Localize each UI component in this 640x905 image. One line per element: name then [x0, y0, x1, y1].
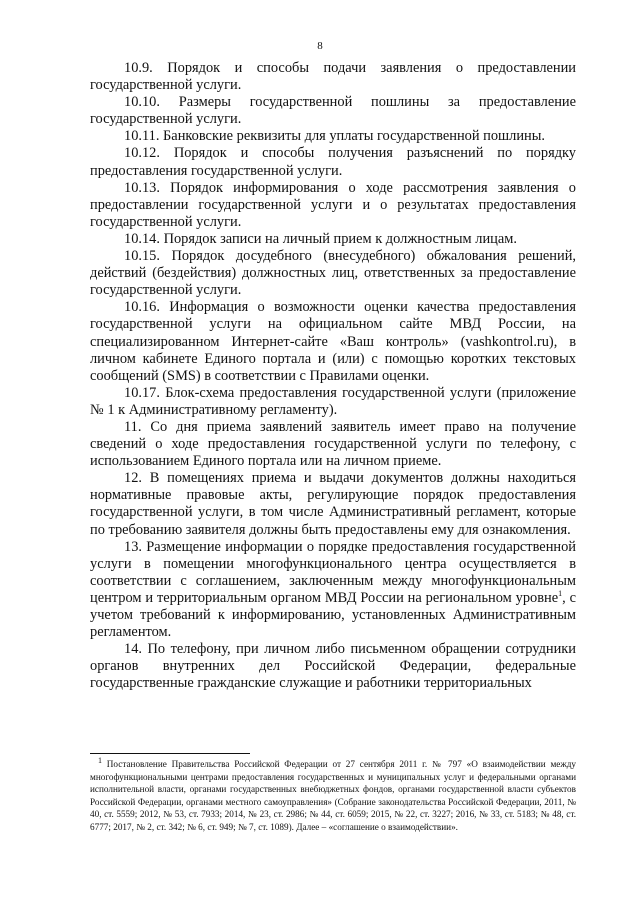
paragraph-10-12: 10.12. Порядок и способы получения разъяснений по порядку предоставления государственной услуги.	[90, 145, 576, 179]
paragraph-10-16: 10.16. Информация о возможности оценки качества предоставления государственной услуги на официальном сайте МВД России, на специализированном Интернет-сайте «Ваш контроль» (vashkontrol.ru), в личном кабинете Единого портала и (или) с помощью коротких текстовых сообщений (SMS) в соответствии с Правилами оценки.	[90, 299, 576, 384]
paragraph-12: 12. В помещениях приема и выдачи документов должны находиться нормативные правовые акты, регулирующие порядок предоставления государственной услуги, в том числе Административный регламент, которые по требованию заявителя должны быть предоставлены ему для ознакомления.	[90, 470, 576, 538]
footnote-text: Постановление Правительства Российской Федерации от 27 сентября 2011 г. № 797 «О взаимодействии между многофункциональными центрами предоставления государственных и муниципальных услуг и федеральными органами исполнительной власти, органами государственных внебюджетных фондов, органами государственной власти субъектов Российской Федерации, органами местного самоуправления» (Собрание законодательства Российской Федерации, 2011, № 40, ст. 5559; 2012, № 53, ст. 7933; 2014, № 23, ст. 2986; № 44, ст. 6059; 2015, № 22, ст. 3227; 2016, № 33, ст. 5183; № 48, ст. 6777; 2017, № 2, ст. 342; № 6, ст. 949; № 7, ст. 1089). Далее – «соглашение о взаимодействии».	[90, 759, 576, 832]
body-text	[90, 60, 576, 692]
paragraph-10-17: 10.17. Блок-схема предоставления государственной услуги (приложение № 1 к Административному регламенту).	[90, 384, 576, 418]
paragraph-10-14: 10.14. Порядок записи на личный прием к должностным лицам.	[124, 230, 517, 247]
paragraph-10-13: 10.13. Порядок информирования о ходе рассмотрения заявления о предоставлении государственной услуги и о результатах предоставления государственной услуги.	[90, 179, 576, 230]
footnote	[90, 755, 576, 834]
footnote-mark: 1	[98, 755, 102, 765]
page-number: 8	[317, 40, 323, 52]
paragraph-13	[90, 539, 576, 642]
paragraph-13-text-end: , с учетом требований к информированию, установленных Административным регламентом.	[90, 589, 576, 641]
paragraph-10-15: 10.15. Порядок досудебного (внесудебного) обжалования решений, действий (бездействия) должностных лиц, ответственных за предоставление государственной услуги.	[90, 248, 576, 299]
paragraph-13-text-start: 13. Размещение информации о порядке предоставления государственной услуги в помещении многофункционального центра осуществляется в соответствии с соглашением, заключенным между многофункциональным центром и территориальным органом МВД России на региональном уровне	[90, 538, 576, 606]
paragraph-14: 14. По телефону, при личном либо письменном обращении сотрудники органов внутренних дел Российской Федерации, федеральные государственные гражданские служащие и работники территориальных	[90, 641, 576, 692]
footnote-separator	[90, 753, 250, 754]
paragraph-10-10: 10.10. Размеры государственной пошлины за предоставление государственной услуги.	[90, 94, 576, 128]
footnote-reference[interactable]: 1	[558, 589, 563, 599]
paragraph-10-9: 10.9. Порядок и способы подачи заявления о предоставлении государственной услуги.	[90, 60, 576, 94]
paragraph-11: 11. Со дня приема заявлений заявитель имеет право на получение сведений о ходе предоставления государственной услуги по телефону, с использованием Единого портала или на личном приеме.	[90, 418, 576, 470]
paragraph-10-11: 10.11. Банковские реквизиты для уплаты государственной пошлины.	[124, 128, 545, 145]
